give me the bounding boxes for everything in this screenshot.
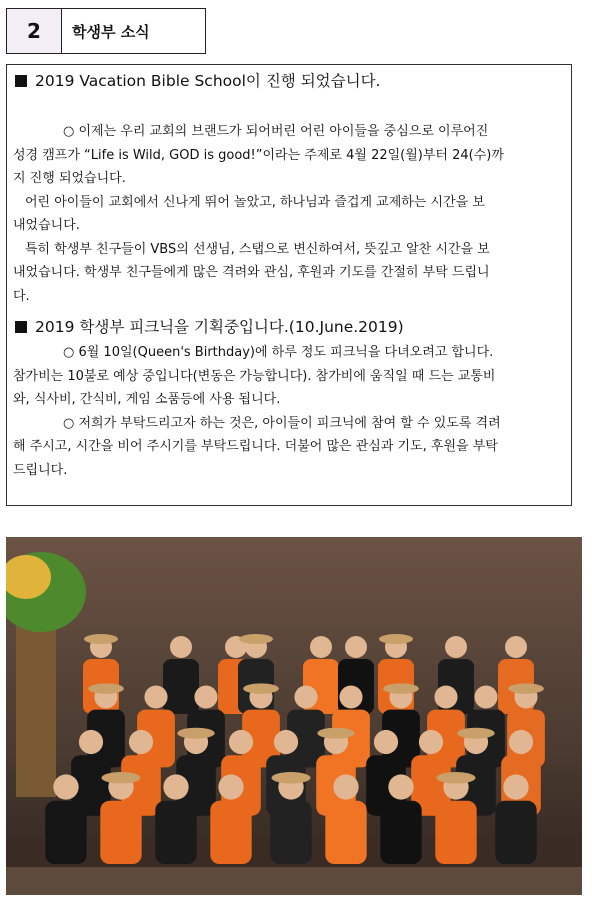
text-line: 성경 캠프가 “Life is Wild, GOD is good!”이라는 주제로 4월 22일(월)부터 24(수)까 [13,147,504,163]
person-head [503,774,528,799]
safari-hat [508,683,544,694]
text-line: 다. [13,288,30,304]
person-head [218,774,243,799]
person-head [474,685,497,708]
person-body [435,801,476,864]
safari-hat [239,634,273,644]
person-head [434,685,457,708]
person-body [325,801,366,864]
paragraph-vbs [7,120,571,308]
person-head [345,636,367,658]
square-bullet-icon [15,75,27,87]
safari-hat [317,728,354,739]
text-line: 내었습니다. 학생부 친구들에게 많은 격려와 관심, 후원과 기도를 간절히 부탁 드립니 [13,265,490,280]
safari-hat [243,683,279,694]
text-line: ○ 6월 10일(Queen's Birthday)에 하루 정도 피크닉을 다녀오려고 합니다. [63,345,494,360]
safari-hat [379,634,413,644]
person-head [129,730,153,754]
person-head [294,685,317,708]
text-line: 참가비는 10불로 예상 중입니다(변동은 가능합니다). 참가비에 움직일 때 드는 교통비 [13,368,496,384]
safari-hat [271,772,310,784]
safari-hat [177,728,214,739]
safari-hat [84,634,118,644]
news-article-box [6,64,572,506]
text-line: 해 주시고, 시간을 비어 주시기를 부탁드립니다. 더불어 많은 관심과 기도, 후원을 부탁 [13,439,498,454]
text-line: 와, 식사비, 간식비, 게임 소품등에 사용 됩니다. [13,392,281,407]
person-body [163,659,199,714]
person-body [270,801,311,864]
text-line: ○ 저희가 부탁드리고자 하는 것은, 아이들이 피크닉에 참여 할 수 있도록 격려 [63,415,501,431]
person-head [445,636,467,658]
safari-hat [436,772,475,784]
person-head [310,636,332,658]
safari-hat [383,683,419,694]
text-line: 어린 아이들이 교회에서 신나게 뛰어 놀았고, 하나님과 즐겁게 교제하는 시간을 보 [25,194,485,210]
person-head [194,685,217,708]
person-body [210,801,251,864]
person-head [388,774,413,799]
section-header [6,8,206,54]
section-number: 2 [7,9,62,53]
paragraph-picnic [7,341,571,482]
person-head [163,774,188,799]
section-title: 학생부 소식 [72,22,150,41]
person-head [79,730,103,754]
safari-hat [101,772,140,784]
group-photo-illustration [6,537,582,895]
person-head [419,730,443,754]
person-head [170,636,192,658]
safari-hat [88,683,124,694]
person-head [53,774,78,799]
text-line: ○ 이제는 우리 교회의 브랜드가 되어버린 어린 아이들을 중심으로 이루어진 [63,124,489,139]
heading-vbs: 2019 Vacation Bible School이 진행 되었습니다. [15,69,380,91]
text-line: 드립니다. [13,462,68,478]
person-head [339,685,362,708]
person-body [100,801,141,864]
person-head [144,685,167,708]
person-body [495,801,536,864]
person-head [505,636,527,658]
person-body [380,801,421,864]
square-bullet-icon [15,321,27,333]
text-line: 지 진행 되었습니다. [13,171,126,186]
person-body [45,801,86,864]
text-line: 내었습니다. [13,218,80,233]
heading-picnic: 2019 학생부 피크닉을 기획중입니다.(10.June.2019) [15,315,404,337]
person-head [274,730,298,754]
person-head [509,730,533,754]
person-head [374,730,398,754]
group-photo [6,537,582,895]
text-line: 특히 학생부 친구들이 VBS의 선생님, 스탭으로 변신하여서, 뜻깊고 알찬 시간을 보 [25,241,490,257]
person-body [155,801,196,864]
person-head [229,730,253,754]
person-head [333,774,358,799]
safari-hat [457,728,494,739]
